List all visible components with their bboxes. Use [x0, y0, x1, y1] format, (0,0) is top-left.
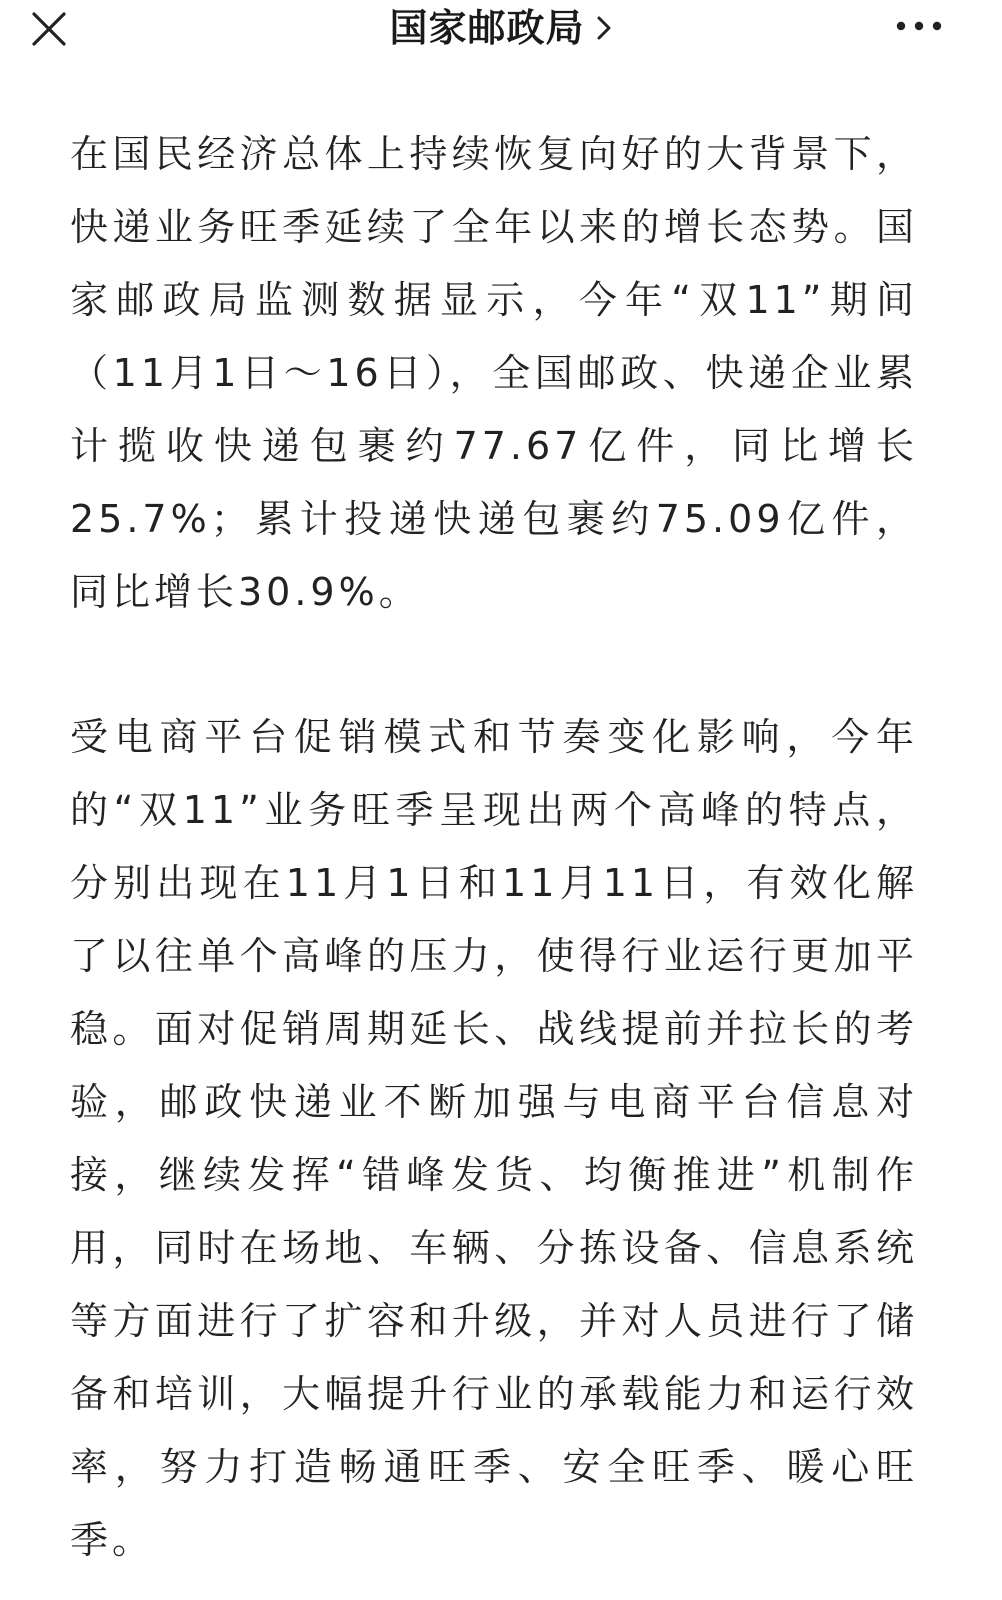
- account-title: 国家邮政局: [389, 6, 585, 50]
- article-paragraph-2: 受电商平台促销模式和节奏变化影响，今年的“双11”业务旺季呈现出两个高峰的特点，分别出现在11月1日和11月11日，有效化解了以往单个高峰的压力，使得行业运行更加平稳。面对促销周期延长、战线提前并拉长的考验，邮政快递业不断加强与电商平台信息对接，继续发挥“错峰发货、均衡推进”机制作用，同时在场地、车辆、分拣设备、信息系统等方面进行了扩容和升级，并对人员进行了储备和培训，大幅提升行业的承载能力和运行效率，努力打造畅通旺季、安全旺季、暖心旺季。: [70, 715, 918, 1562]
- account-title-link[interactable]: [389, 6, 612, 50]
- article-paragraph-1: 在国民经济总体上持续恢复向好的大背景下，快递业务旺季延续了全年以来的增长态势。国家邮政局监测数据显示，今年“双11”期间（11月1日～16日），全国邮政、快递企业累计揽收快递包裹约77.67亿件，同比增长25.7%；累计投递快递包裹约75.09亿件，同比增长30.9%。: [70, 132, 918, 614]
- chevron-right-icon: [595, 13, 613, 43]
- top-nav-bar: [0, 0, 1002, 80]
- nav-title-container: [0, 0, 1002, 56]
- close-icon[interactable]: [26, 6, 72, 52]
- more-horizontal-icon[interactable]: [894, 16, 944, 36]
- article-body: [70, 118, 918, 1577]
